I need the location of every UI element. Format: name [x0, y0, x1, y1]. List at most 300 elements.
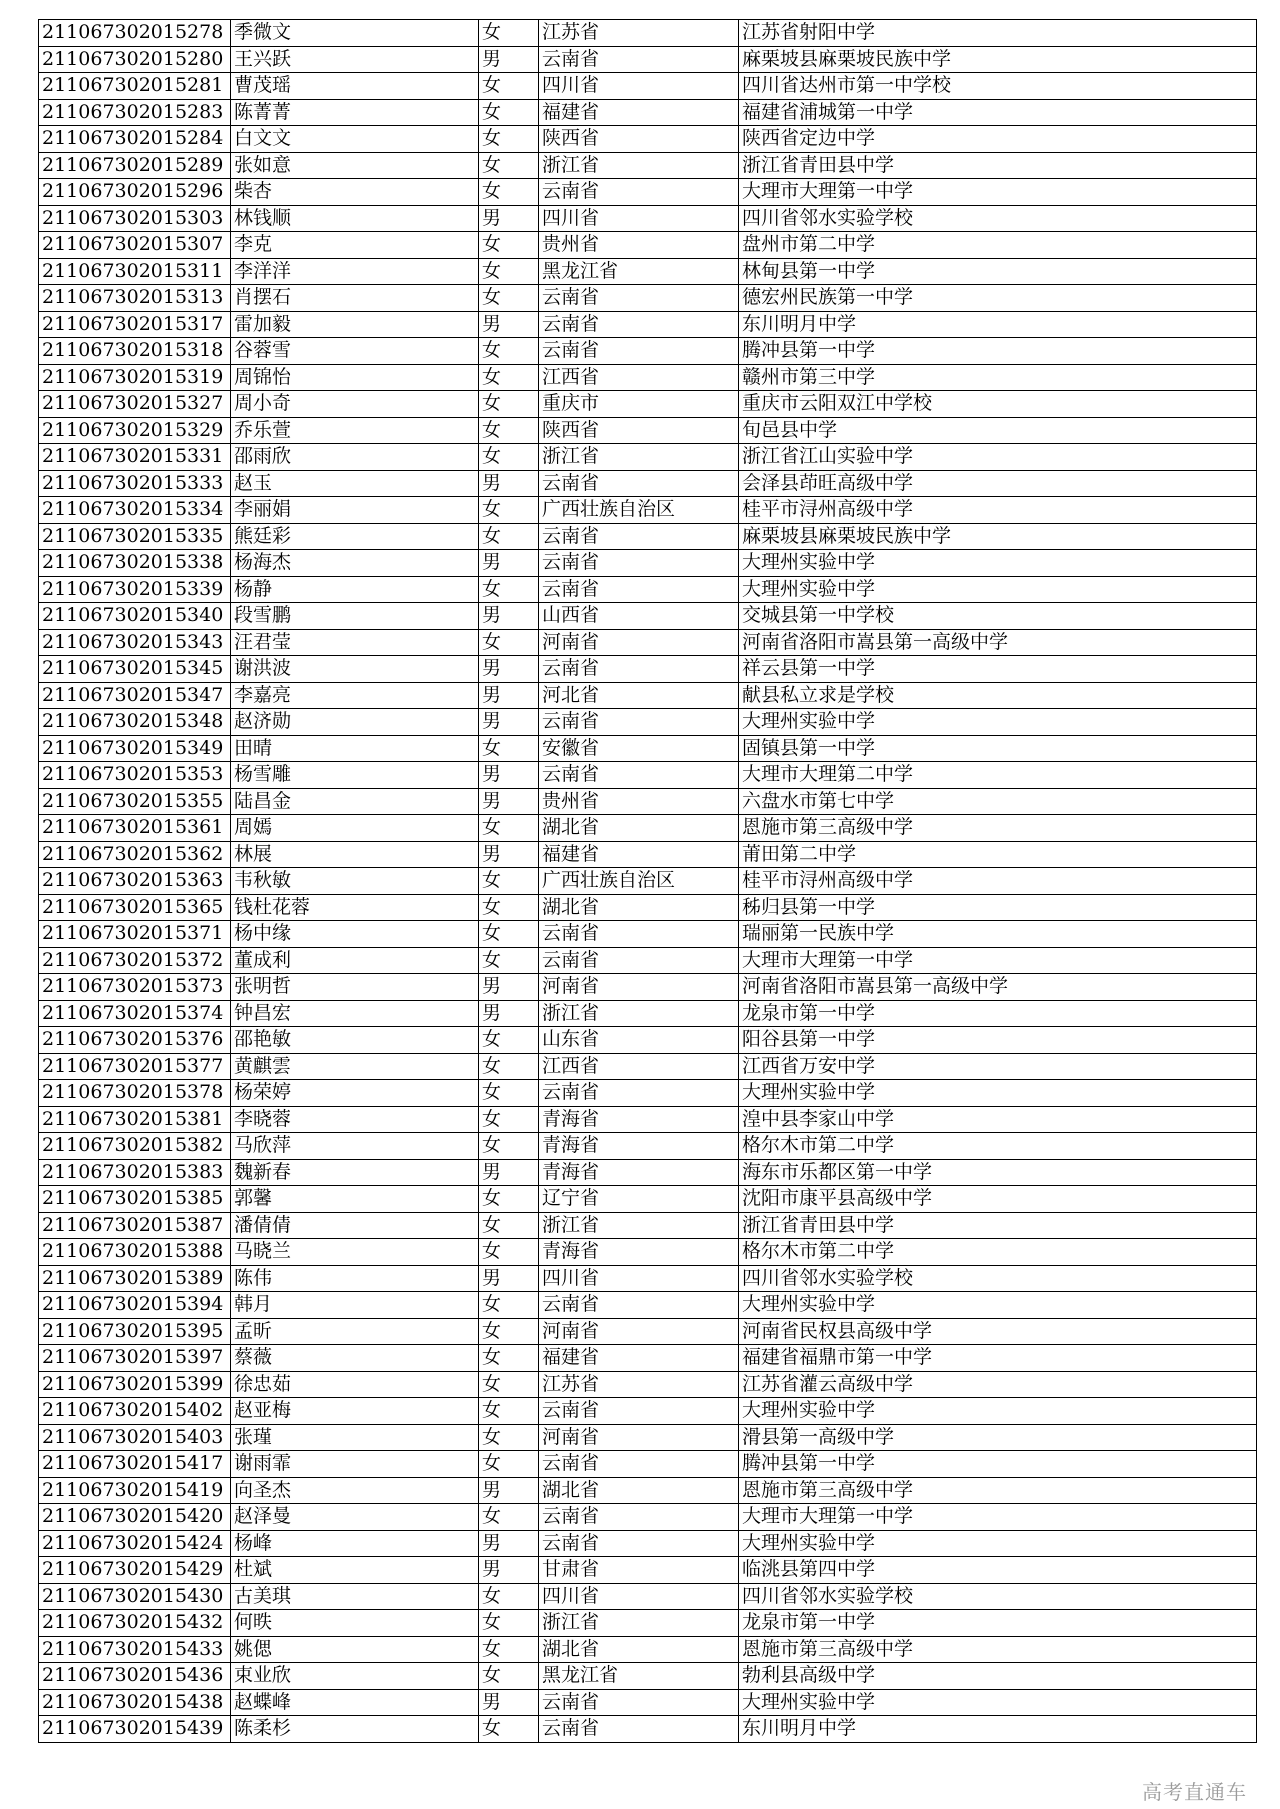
- table-row: [39, 1636, 1257, 1663]
- name-cell: 季微文: [231, 20, 479, 47]
- exam-id-cell: 211067302015439: [39, 1716, 231, 1743]
- province-cell: 重庆市: [539, 391, 739, 418]
- province-cell: 云南省: [539, 1451, 739, 1478]
- name-cell: 杨荣婷: [231, 1080, 479, 1107]
- exam-id-cell: 211067302015347: [39, 682, 231, 709]
- school-cell: 江苏省射阳中学: [739, 20, 1257, 47]
- school-cell: 桂平市浔州高级中学: [739, 868, 1257, 895]
- province-cell: 青海省: [539, 1159, 739, 1186]
- table-row: [39, 868, 1257, 895]
- name-cell: 熊廷彩: [231, 523, 479, 550]
- school-cell: 东川明月中学: [739, 1716, 1257, 1743]
- name-cell: 赵泽曼: [231, 1504, 479, 1531]
- school-cell: 沈阳市康平县高级中学: [739, 1186, 1257, 1213]
- exam-id-cell: 211067302015394: [39, 1292, 231, 1319]
- table-row: [39, 1689, 1257, 1716]
- exam-id-cell: 211067302015374: [39, 1000, 231, 1027]
- school-cell: 大理州实验中学: [739, 576, 1257, 603]
- name-cell: 杜斌: [231, 1557, 479, 1584]
- province-cell: 四川省: [539, 73, 739, 100]
- province-cell: 浙江省: [539, 444, 739, 471]
- province-cell: 四川省: [539, 1265, 739, 1292]
- gender-cell: 男: [479, 1159, 539, 1186]
- gender-cell: 女: [479, 1133, 539, 1160]
- school-cell: 大理州实验中学: [739, 1292, 1257, 1319]
- exam-id-cell: 211067302015388: [39, 1239, 231, 1266]
- school-cell: 四川省达州市第一中学校: [739, 73, 1257, 100]
- school-cell: 大理州实验中学: [739, 1530, 1257, 1557]
- table-row: [39, 709, 1257, 736]
- exam-id-cell: 211067302015438: [39, 1689, 231, 1716]
- province-cell: 四川省: [539, 205, 739, 232]
- exam-id-cell: 211067302015338: [39, 550, 231, 577]
- name-cell: 张明哲: [231, 974, 479, 1001]
- table-row: [39, 629, 1257, 656]
- gender-cell: 女: [479, 629, 539, 656]
- gender-cell: 女: [479, 1080, 539, 1107]
- exam-id-cell: 211067302015363: [39, 868, 231, 895]
- gender-cell: 男: [479, 311, 539, 338]
- table-row: [39, 1159, 1257, 1186]
- school-cell: 江西省万安中学: [739, 1053, 1257, 1080]
- school-cell: 腾冲县第一中学: [739, 1451, 1257, 1478]
- gender-cell: 女: [479, 20, 539, 47]
- table-row: [39, 1557, 1257, 1584]
- exam-id-cell: 211067302015317: [39, 311, 231, 338]
- gender-cell: 女: [479, 868, 539, 895]
- province-cell: 云南省: [539, 1292, 739, 1319]
- gender-cell: 女: [479, 1610, 539, 1637]
- province-cell: 江西省: [539, 1053, 739, 1080]
- exam-id-cell: 211067302015349: [39, 735, 231, 762]
- exam-id-cell: 211067302015340: [39, 603, 231, 630]
- table-row: [39, 1371, 1257, 1398]
- table-row: [39, 1477, 1257, 1504]
- province-cell: 湖北省: [539, 815, 739, 842]
- name-cell: 陈柔杉: [231, 1716, 479, 1743]
- school-cell: 东川明月中学: [739, 311, 1257, 338]
- exam-id-cell: 211067302015296: [39, 179, 231, 206]
- exam-id-cell: 211067302015385: [39, 1186, 231, 1213]
- name-cell: 谢洪波: [231, 656, 479, 683]
- table-row: [39, 841, 1257, 868]
- name-cell: 向圣杰: [231, 1477, 479, 1504]
- school-cell: 浙江省江山实验中学: [739, 444, 1257, 471]
- name-cell: 田晴: [231, 735, 479, 762]
- table-row: [39, 1080, 1257, 1107]
- gender-cell: 女: [479, 497, 539, 524]
- gender-cell: 男: [479, 709, 539, 736]
- gender-cell: 女: [479, 1212, 539, 1239]
- province-cell: 黑龙江省: [539, 258, 739, 285]
- table-row: [39, 1106, 1257, 1133]
- province-cell: 贵州省: [539, 788, 739, 815]
- gender-cell: 男: [479, 1000, 539, 1027]
- school-cell: 德宏州民族第一中学: [739, 285, 1257, 312]
- name-cell: 杨峰: [231, 1530, 479, 1557]
- gender-cell: 女: [479, 232, 539, 259]
- gender-cell: 女: [479, 179, 539, 206]
- gender-cell: 女: [479, 1451, 539, 1478]
- province-cell: 云南省: [539, 1504, 739, 1531]
- school-cell: 浙江省青田县中学: [739, 1212, 1257, 1239]
- province-cell: 云南省: [539, 656, 739, 683]
- name-cell: 邵雨欣: [231, 444, 479, 471]
- gender-cell: 女: [479, 417, 539, 444]
- exam-id-cell: 211067302015436: [39, 1663, 231, 1690]
- province-cell: 江苏省: [539, 1371, 739, 1398]
- province-cell: 山西省: [539, 603, 739, 630]
- name-cell: 汪君莹: [231, 629, 479, 656]
- exam-id-cell: 211067302015334: [39, 497, 231, 524]
- table-row: [39, 1265, 1257, 1292]
- gender-cell: 女: [479, 947, 539, 974]
- exam-id-cell: 211067302015362: [39, 841, 231, 868]
- exam-id-cell: 211067302015372: [39, 947, 231, 974]
- province-cell: 青海省: [539, 1106, 739, 1133]
- name-cell: 肖摆石: [231, 285, 479, 312]
- school-cell: 四川省邻水实验学校: [739, 1265, 1257, 1292]
- table-row: [39, 1186, 1257, 1213]
- name-cell: 魏新春: [231, 1159, 479, 1186]
- province-cell: 浙江省: [539, 1212, 739, 1239]
- exam-id-cell: 211067302015429: [39, 1557, 231, 1584]
- province-cell: 甘肃省: [539, 1557, 739, 1584]
- school-cell: 恩施市第三高级中学: [739, 815, 1257, 842]
- name-cell: 周小奇: [231, 391, 479, 418]
- exam-id-cell: 211067302015348: [39, 709, 231, 736]
- gender-cell: 女: [479, 99, 539, 126]
- name-cell: 姚偲: [231, 1636, 479, 1663]
- gender-cell: 女: [479, 338, 539, 365]
- province-cell: 云南省: [539, 576, 739, 603]
- name-cell: 赵济勋: [231, 709, 479, 736]
- exam-id-cell: 211067302015361: [39, 815, 231, 842]
- gender-cell: 男: [479, 1689, 539, 1716]
- table-row: [39, 735, 1257, 762]
- table-row: [39, 550, 1257, 577]
- province-cell: 湖北省: [539, 1477, 739, 1504]
- watermark-text: 高考直通车: [1142, 1780, 1247, 1804]
- exam-id-cell: 211067302015313: [39, 285, 231, 312]
- exam-id-cell: 211067302015303: [39, 205, 231, 232]
- name-cell: 张瑾: [231, 1424, 479, 1451]
- province-cell: 云南省: [539, 470, 739, 497]
- name-cell: 李丽娟: [231, 497, 479, 524]
- gender-cell: 男: [479, 470, 539, 497]
- table-row: [39, 1583, 1257, 1610]
- province-cell: 辽宁省: [539, 1186, 739, 1213]
- name-cell: 钟昌宏: [231, 1000, 479, 1027]
- exam-id-cell: 211067302015389: [39, 1265, 231, 1292]
- name-cell: 曹茂瑶: [231, 73, 479, 100]
- gender-cell: 女: [479, 894, 539, 921]
- gender-cell: 女: [479, 1053, 539, 1080]
- province-cell: 云南省: [539, 46, 739, 73]
- gender-cell: 男: [479, 1530, 539, 1557]
- exam-id-cell: 211067302015331: [39, 444, 231, 471]
- exam-id-cell: 211067302015329: [39, 417, 231, 444]
- table-row: [39, 364, 1257, 391]
- school-cell: 莆田第二中学: [739, 841, 1257, 868]
- name-cell: 柴杏: [231, 179, 479, 206]
- province-cell: 广西壮族自治区: [539, 497, 739, 524]
- school-cell: 献县私立求是学校: [739, 682, 1257, 709]
- table-row: [39, 497, 1257, 524]
- province-cell: 河南省: [539, 1318, 739, 1345]
- name-cell: 周嫣: [231, 815, 479, 842]
- school-cell: 大理州实验中学: [739, 1080, 1257, 1107]
- province-cell: 云南省: [539, 1080, 739, 1107]
- gender-cell: 女: [479, 1318, 539, 1345]
- table-row: [39, 1345, 1257, 1372]
- exam-id-cell: 211067302015382: [39, 1133, 231, 1160]
- table-row: [39, 20, 1257, 47]
- province-cell: 云南省: [539, 1530, 739, 1557]
- gender-cell: 男: [479, 1477, 539, 1504]
- school-cell: 龙泉市第一中学: [739, 1000, 1257, 1027]
- province-cell: 山东省: [539, 1027, 739, 1054]
- table-row: [39, 258, 1257, 285]
- name-cell: 马晓兰: [231, 1239, 479, 1266]
- exam-id-cell: 211067302015318: [39, 338, 231, 365]
- gender-cell: 女: [479, 152, 539, 179]
- school-cell: 大理州实验中学: [739, 1689, 1257, 1716]
- exam-id-cell: 211067302015343: [39, 629, 231, 656]
- province-cell: 青海省: [539, 1133, 739, 1160]
- table-row: [39, 311, 1257, 338]
- name-cell: 雷加毅: [231, 311, 479, 338]
- gender-cell: 男: [479, 762, 539, 789]
- exam-id-cell: 211067302015383: [39, 1159, 231, 1186]
- gender-cell: 男: [479, 656, 539, 683]
- province-cell: 黑龙江省: [539, 1663, 739, 1690]
- table-row: [39, 179, 1257, 206]
- school-cell: 大理市大理第一中学: [739, 179, 1257, 206]
- province-cell: 云南省: [539, 311, 739, 338]
- province-cell: 湖北省: [539, 1636, 739, 1663]
- name-cell: 杨雪雕: [231, 762, 479, 789]
- school-cell: 麻栗坡县麻栗坡民族中学: [739, 523, 1257, 550]
- province-cell: 云南省: [539, 338, 739, 365]
- name-cell: 王兴跃: [231, 46, 479, 73]
- province-cell: 云南省: [539, 921, 739, 948]
- exam-id-cell: 211067302015353: [39, 762, 231, 789]
- name-cell: 郭馨: [231, 1186, 479, 1213]
- exam-id-cell: 211067302015403: [39, 1424, 231, 1451]
- exam-id-cell: 211067302015371: [39, 921, 231, 948]
- exam-id-cell: 211067302015420: [39, 1504, 231, 1531]
- school-cell: 林甸县第一中学: [739, 258, 1257, 285]
- school-cell: 大理州实验中学: [739, 709, 1257, 736]
- table-row: [39, 947, 1257, 974]
- gender-cell: 女: [479, 1239, 539, 1266]
- exam-id-cell: 211067302015432: [39, 1610, 231, 1637]
- province-cell: 陕西省: [539, 126, 739, 153]
- table-row: [39, 99, 1257, 126]
- table-row: [39, 1424, 1257, 1451]
- exam-id-cell: 211067302015284: [39, 126, 231, 153]
- school-cell: 河南省洛阳市嵩县第一高级中学: [739, 974, 1257, 1001]
- table-row: [39, 1610, 1257, 1637]
- gender-cell: 女: [479, 1716, 539, 1743]
- table-row: [39, 1716, 1257, 1743]
- name-cell: 钱杜花蓉: [231, 894, 479, 921]
- name-cell: 韩月: [231, 1292, 479, 1319]
- province-cell: 浙江省: [539, 152, 739, 179]
- province-cell: 云南省: [539, 1716, 739, 1743]
- exam-id-cell: 211067302015417: [39, 1451, 231, 1478]
- gender-cell: 女: [479, 1292, 539, 1319]
- table-row: [39, 682, 1257, 709]
- school-cell: 固镇县第一中学: [739, 735, 1257, 762]
- exam-id-cell: 211067302015376: [39, 1027, 231, 1054]
- school-cell: 秭归县第一中学: [739, 894, 1257, 921]
- name-cell: 董成利: [231, 947, 479, 974]
- gender-cell: 女: [479, 1504, 539, 1531]
- province-cell: 云南省: [539, 947, 739, 974]
- school-cell: 麻栗坡县麻栗坡民族中学: [739, 46, 1257, 73]
- table-row: [39, 1133, 1257, 1160]
- exam-id-cell: 211067302015395: [39, 1318, 231, 1345]
- school-cell: 祥云县第一中学: [739, 656, 1257, 683]
- province-cell: 浙江省: [539, 1610, 739, 1637]
- school-cell: 大理市大理第二中学: [739, 762, 1257, 789]
- table-row: [39, 285, 1257, 312]
- province-cell: 广西壮族自治区: [539, 868, 739, 895]
- table-row: [39, 523, 1257, 550]
- table-row: [39, 391, 1257, 418]
- table-row: [39, 1027, 1257, 1054]
- school-cell: 六盘水市第七中学: [739, 788, 1257, 815]
- name-cell: 孟昕: [231, 1318, 479, 1345]
- table-row: [39, 815, 1257, 842]
- name-cell: 林展: [231, 841, 479, 868]
- gender-cell: 男: [479, 788, 539, 815]
- school-cell: 格尔木市第二中学: [739, 1239, 1257, 1266]
- table-row: [39, 232, 1257, 259]
- school-cell: 海东市乐都区第一中学: [739, 1159, 1257, 1186]
- name-cell: 何昳: [231, 1610, 479, 1637]
- gender-cell: 女: [479, 921, 539, 948]
- name-cell: 李克: [231, 232, 479, 259]
- name-cell: 林钱顺: [231, 205, 479, 232]
- school-cell: 福建省浦城第一中学: [739, 99, 1257, 126]
- name-cell: 黄麒雲: [231, 1053, 479, 1080]
- gender-cell: 女: [479, 1027, 539, 1054]
- school-cell: 恩施市第三高级中学: [739, 1477, 1257, 1504]
- name-cell: 杨中缘: [231, 921, 479, 948]
- table-row: [39, 921, 1257, 948]
- table-body: [39, 20, 1257, 1743]
- school-cell: 大理市大理第一中学: [739, 947, 1257, 974]
- table-row: [39, 656, 1257, 683]
- school-cell: 江苏省灌云高级中学: [739, 1371, 1257, 1398]
- province-cell: 云南省: [539, 179, 739, 206]
- table-row: [39, 73, 1257, 100]
- name-cell: 徐忠茹: [231, 1371, 479, 1398]
- exam-id-cell: 211067302015378: [39, 1080, 231, 1107]
- school-cell: 阳谷县第一中学: [739, 1027, 1257, 1054]
- province-cell: 云南省: [539, 1689, 739, 1716]
- table-row: [39, 46, 1257, 73]
- gender-cell: 男: [479, 603, 539, 630]
- exam-id-cell: 211067302015373: [39, 974, 231, 1001]
- exam-id-cell: 211067302015333: [39, 470, 231, 497]
- school-cell: 滑县第一高级中学: [739, 1424, 1257, 1451]
- school-cell: 大理州实验中学: [739, 1398, 1257, 1425]
- gender-cell: 女: [479, 258, 539, 285]
- province-cell: 云南省: [539, 550, 739, 577]
- name-cell: 古美琪: [231, 1583, 479, 1610]
- province-cell: 陕西省: [539, 417, 739, 444]
- student-list-table: [38, 19, 1257, 1743]
- school-cell: 瑞丽第一民族中学: [739, 921, 1257, 948]
- name-cell: 潘倩倩: [231, 1212, 479, 1239]
- school-cell: 河南省洛阳市嵩县第一高级中学: [739, 629, 1257, 656]
- exam-id-cell: 211067302015402: [39, 1398, 231, 1425]
- school-cell: 会泽县茚旺高级中学: [739, 470, 1257, 497]
- table-row: [39, 1239, 1257, 1266]
- school-cell: 福建省福鼎市第一中学: [739, 1345, 1257, 1372]
- gender-cell: 男: [479, 1557, 539, 1584]
- table-row: [39, 1504, 1257, 1531]
- name-cell: 杨静: [231, 576, 479, 603]
- gender-cell: 女: [479, 735, 539, 762]
- exam-id-cell: 211067302015283: [39, 99, 231, 126]
- province-cell: 江西省: [539, 364, 739, 391]
- exam-id-cell: 211067302015339: [39, 576, 231, 603]
- province-cell: 云南省: [539, 285, 739, 312]
- province-cell: 四川省: [539, 1583, 739, 1610]
- province-cell: 福建省: [539, 99, 739, 126]
- table-row: [39, 603, 1257, 630]
- name-cell: 李晓蓉: [231, 1106, 479, 1133]
- school-cell: 腾冲县第一中学: [739, 338, 1257, 365]
- gender-cell: 男: [479, 682, 539, 709]
- table-row: [39, 1663, 1257, 1690]
- gender-cell: 女: [479, 815, 539, 842]
- table-row: [39, 152, 1257, 179]
- school-cell: 大理市大理第一中学: [739, 1504, 1257, 1531]
- name-cell: 谢雨霏: [231, 1451, 479, 1478]
- school-cell: 河南省民权县高级中学: [739, 1318, 1257, 1345]
- name-cell: 白文文: [231, 126, 479, 153]
- province-cell: 福建省: [539, 841, 739, 868]
- table-row: [39, 1000, 1257, 1027]
- table-row: [39, 417, 1257, 444]
- gender-cell: 女: [479, 1663, 539, 1690]
- school-cell: 大理州实验中学: [739, 550, 1257, 577]
- gender-cell: 女: [479, 523, 539, 550]
- name-cell: 韦秋敏: [231, 868, 479, 895]
- table-row: [39, 444, 1257, 471]
- table-row: [39, 1318, 1257, 1345]
- exam-id-cell: 211067302015387: [39, 1212, 231, 1239]
- table-row: [39, 974, 1257, 1001]
- school-cell: 四川省邻水实验学校: [739, 1583, 1257, 1610]
- name-cell: 赵蝶峰: [231, 1689, 479, 1716]
- name-cell: 杨海杰: [231, 550, 479, 577]
- gender-cell: 女: [479, 1186, 539, 1213]
- name-cell: 邵艳敏: [231, 1027, 479, 1054]
- gender-cell: 女: [479, 1424, 539, 1451]
- school-cell: 桂平市浔州高级中学: [739, 497, 1257, 524]
- gender-cell: 女: [479, 73, 539, 100]
- exam-id-cell: 211067302015281: [39, 73, 231, 100]
- table-row: [39, 894, 1257, 921]
- exam-id-cell: 211067302015278: [39, 20, 231, 47]
